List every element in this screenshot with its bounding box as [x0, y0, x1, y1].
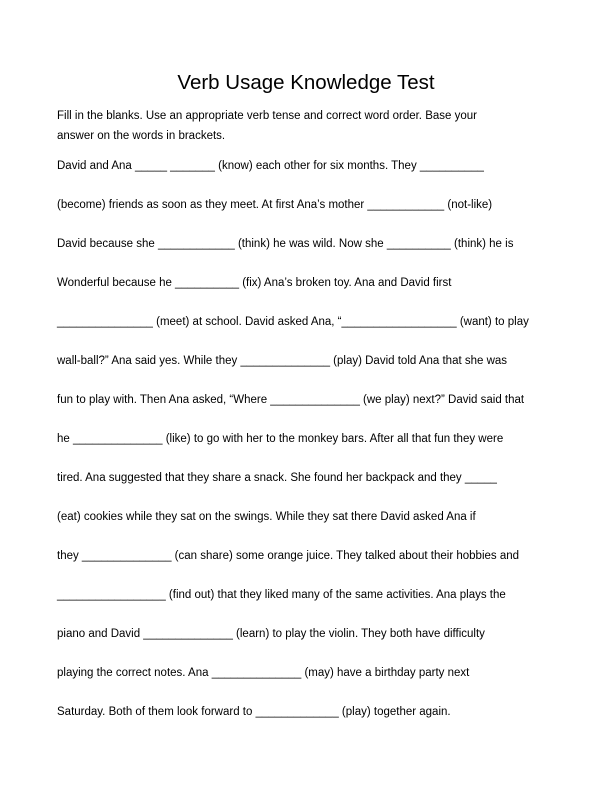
paragraph-line: (eat) cookies while they sat on the swings. While they sat there David asked Ana if — [57, 511, 476, 523]
instructions-line-1: Fill in the blanks. Use an appropriate verb tense and correct word order. Base your — [57, 110, 477, 122]
paragraph-line: playing the correct notes. Ana ______________ (may) have a birthday party next — [57, 667, 470, 679]
paragraph-line: fun to play with. Then Ana asked, “Where ______________ (we play) next?” David said that — [57, 394, 525, 406]
paragraph-line: he ______________ (like) to go with her to the monkey bars. After all that fun they were — [57, 433, 504, 445]
paragraph-line: wall-ball?” Ana said yes. While they ______________ (play) David told Ana that she was — [57, 355, 508, 367]
paragraph-line: Saturday. Both of them look forward to _____________ (play) together again. — [57, 706, 451, 718]
document-title: Verb Usage Knowledge Test — [177, 71, 435, 94]
instructions-block — [57, 106, 567, 146]
paragraph-line: (become) friends as soon as they meet. At first Ana’s mother ____________ (not-like) — [57, 199, 493, 211]
paragraph-line: _________________ (find out) that they liked many of the same activities. Ana plays the — [57, 589, 506, 601]
paragraph-line: they ______________ (can share) some orange juice. They talked about their hobbies and — [57, 550, 520, 562]
paragraph-line: _______________ (meet) at school. David asked Ana, “__________________ (want) to play — [57, 316, 529, 328]
paragraph-line: piano and David ______________ (learn) to play the violin. They both have difficulty — [57, 628, 485, 640]
paragraph-line: David because she ____________ (think) he was wild. Now she __________ (think) he is — [57, 238, 514, 250]
instructions-line-2: answer on the words in brackets. — [57, 130, 226, 142]
paragraph-line: tired. Ana suggested that they share a snack. She found her backpack and they _____ — [57, 472, 497, 484]
paragraph-line: David and Ana _____ _______ (know) each other for six months. They __________ — [57, 160, 484, 172]
exercise-paragraph — [57, 147, 567, 732]
paragraph-line: Wonderful because he __________ (fix) Ana’s broken toy. Ana and David first — [57, 277, 452, 289]
